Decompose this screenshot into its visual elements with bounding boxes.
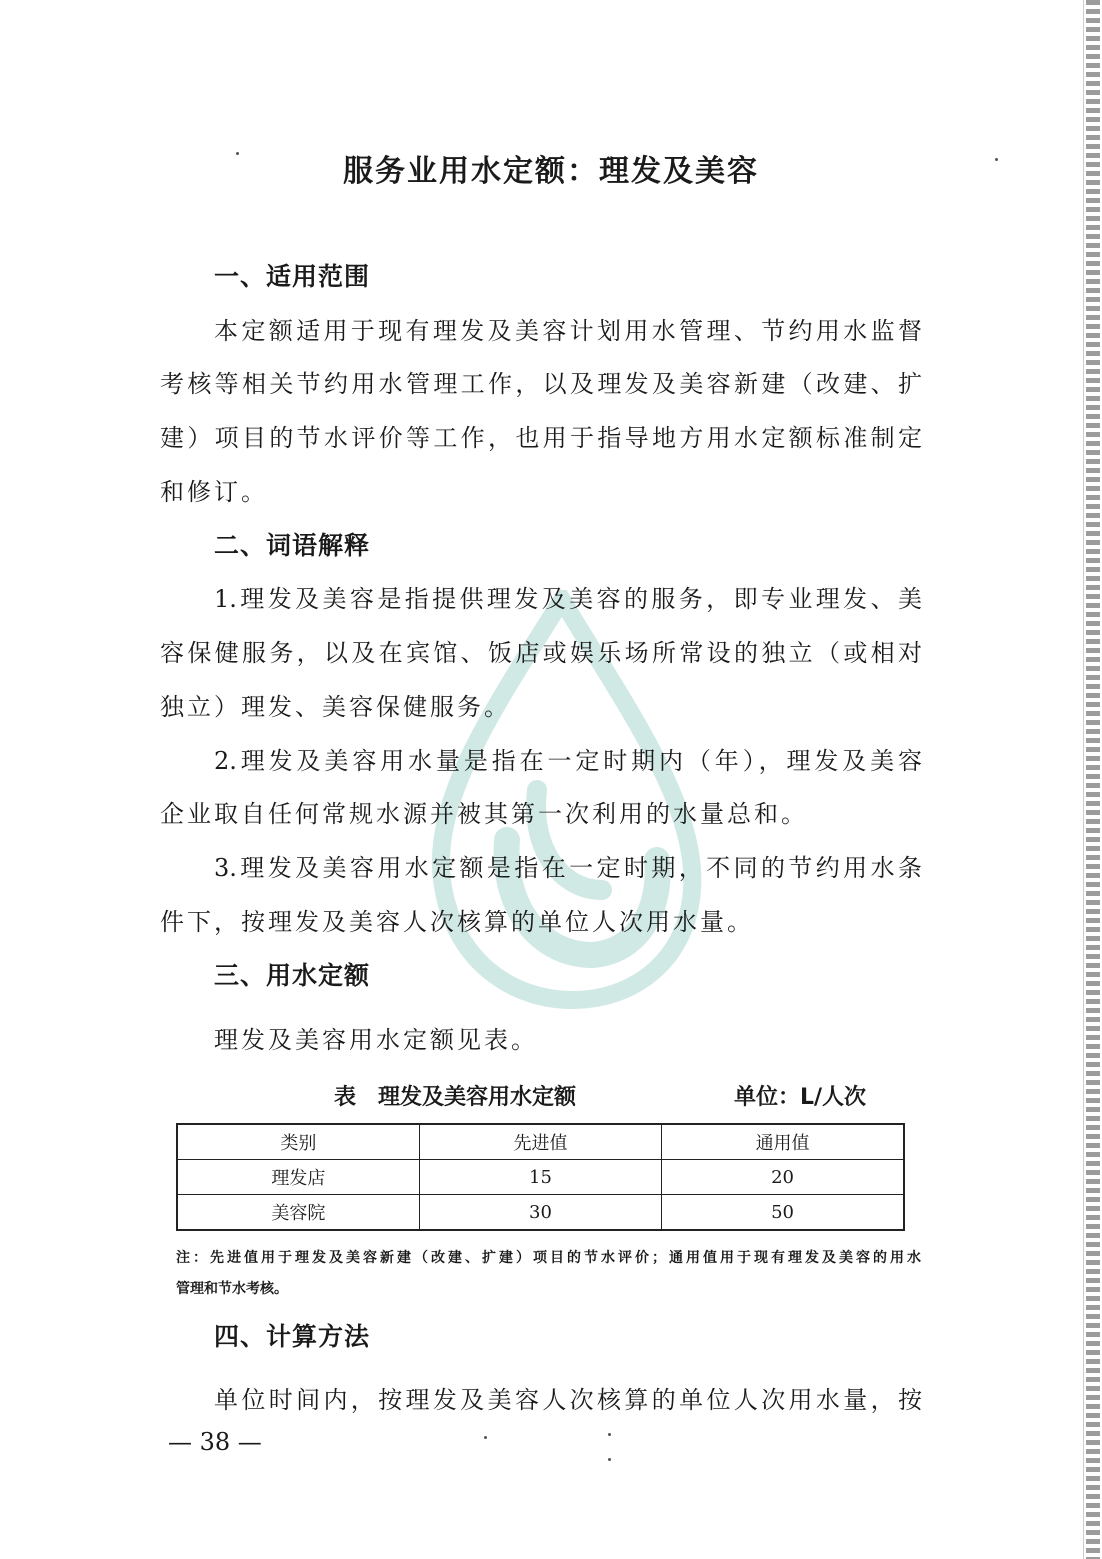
scan-edge-strip <box>1086 0 1100 1559</box>
scan-speck <box>608 1433 611 1436</box>
table-caption: 表 理发及美容用水定额 <box>334 1085 577 1110</box>
scope-line-2: 考核等相关节约用水管理工作，以及理发及美容新建（改建、扩 <box>160 370 922 398</box>
scan-speck <box>608 1458 611 1461</box>
table-header-row <box>177 1124 904 1160</box>
table-header-cell: 通用值 <box>662 1124 904 1160</box>
terms-line-1: 1.理发及美容是指提供理发及美容的服务，即专业理发、美 <box>214 585 922 613</box>
table-cell: 30 <box>419 1195 661 1231</box>
table-row <box>177 1195 904 1231</box>
table-header-cell: 先进值 <box>419 1124 661 1160</box>
quota-intro: 理发及美容用水定额见表。 <box>214 1026 538 1054</box>
page-number: — 38 — <box>168 1428 262 1456</box>
table-cell: 理发店 <box>177 1160 419 1195</box>
terms-line-3: 独立）理发、美容保健服务。 <box>160 693 511 721</box>
table-cell: 15 <box>419 1160 661 1195</box>
terms-line-5: 企业取自任何常规水源并被其第一次利用的水量总和。 <box>160 800 808 828</box>
terms-line-7: 件下，按理发及美容人次核算的单位人次用水量。 <box>160 908 754 936</box>
table-header-cell: 类别 <box>177 1124 419 1160</box>
scope-line-1: 本定额适用于现有理发及美容计划用水管理、节约用水监督 <box>214 317 922 345</box>
table-cell: 美容院 <box>177 1195 419 1231</box>
heading-method: 四、计算方法 <box>214 1322 371 1351</box>
scope-line-4: 和修订。 <box>160 478 268 506</box>
method-line-1: 单位时间内，按理发及美容人次核算的单位人次用水量，按 <box>214 1386 922 1414</box>
terms-line-2: 容保健服务，以及在宾馆、饭店或娱乐场所常设的独立（或相对 <box>160 639 922 667</box>
table-cell: 20 <box>662 1160 904 1195</box>
terms-line-4: 2.理发及美容用水量是指在一定时期内（年），理发及美容 <box>214 747 922 775</box>
table-note-line-1: 注：先进值用于理发及美容新建（改建、扩建）项目的节水评价；通用值用于现有理发及美容的用水 <box>176 1250 921 1266</box>
heading-scope: 一、适用范围 <box>214 262 371 291</box>
table-note-line-2: 管理和节水考核。 <box>176 1281 288 1297</box>
page-title: 服务业用水定额：理发及美容 <box>343 154 759 189</box>
terms-line-6: 3.理发及美容用水定额是指在一定时期，不同的节约用水条 <box>214 854 922 882</box>
scope-line-3: 建）项目的节水评价等工作，也用于指导地方用水定额标准制定 <box>160 424 922 452</box>
table-row <box>177 1160 904 1195</box>
heading-quota: 三、用水定额 <box>214 961 371 990</box>
scan-speck <box>484 1436 487 1439</box>
scan-edge-line <box>1083 0 1084 1559</box>
quota-table <box>176 1123 905 1231</box>
table-unit: 单位：L/人次 <box>734 1085 867 1110</box>
heading-terms: 二、词语解释 <box>214 531 371 560</box>
table-cell: 50 <box>662 1195 904 1231</box>
